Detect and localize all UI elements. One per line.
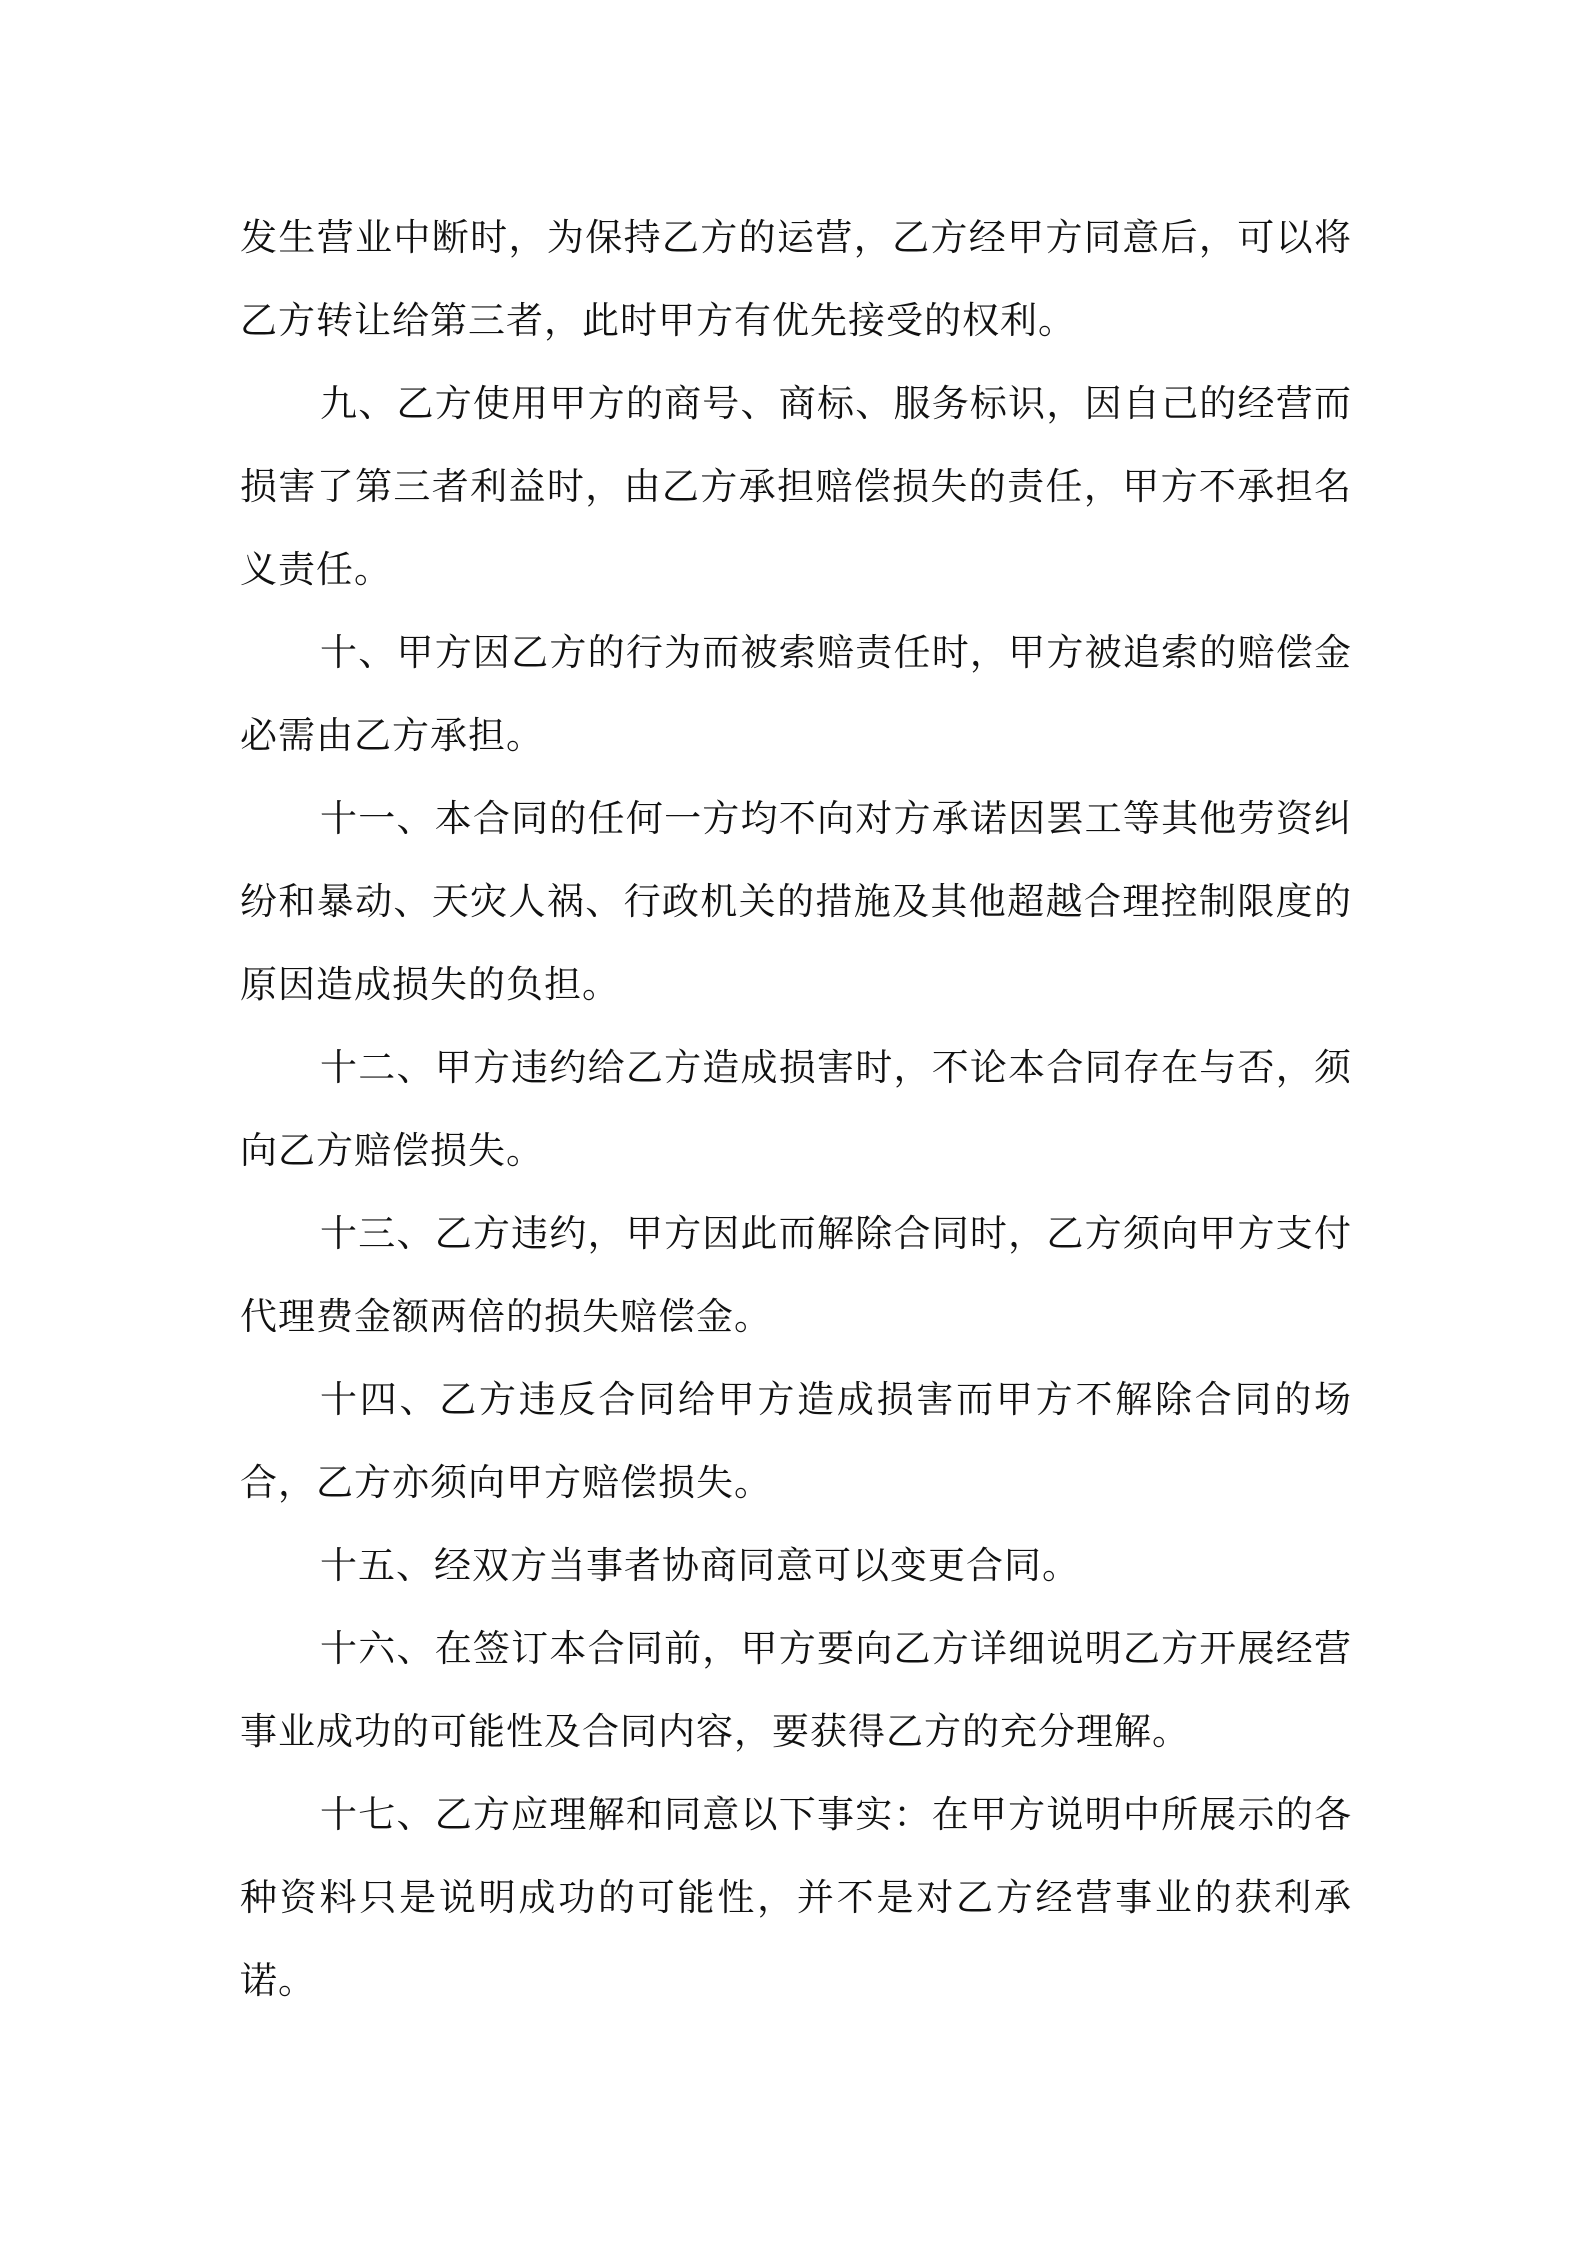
clause-14: 十四、乙方违反合同给甲方造成损害而甲方不解除合同的场合，乙方亦须向甲方赔偿损失。: [240, 1378, 1352, 1504]
clause-17: 十七、乙方应理解和同意以下事实：在甲方说明中所展示的各种资料只是说明成功的可能性，并不是对乙方经营事业的获利承诺。: [240, 1793, 1352, 2002]
paragraph-continuation: 发生营业中断时，为保持乙方的运营，乙方经甲方同意后，可以将乙方转让给第三者，此时甲方有优先接受的权利。: [240, 216, 1352, 342]
clause-13: 十三、乙方违约，甲方因此而解除合同时，乙方须向甲方支付代理费金额两倍的损失赔偿金。: [240, 1212, 1352, 1338]
clause-15: 十五、经双方当事者协商同意可以变更合同。: [320, 1544, 1080, 1587]
clause-11: 十一、本合同的任何一方均不向对方承诺因罢工等其他劳资纠纷和暴动、天灾人祸、行政机关的措施及其他超越合理控制限度的原因造成损失的负担。: [240, 797, 1352, 1006]
document-body: [240, 196, 1352, 2022]
clause-9: 九、乙方使用甲方的商号、商标、服务标识，因自己的经营而损害了第三者利益时，由乙方承担赔偿损失的责任，甲方不承担名义责任。: [240, 382, 1352, 591]
clause-10: 十、甲方因乙方的行为而被索赔责任时，甲方被追索的赔偿金必需由乙方承担。: [240, 631, 1352, 757]
clause-16: 十六、在签订本合同前，甲方要向乙方详细说明乙方开展经营事业成功的可能性及合同内容，要获得乙方的充分理解。: [240, 1627, 1352, 1753]
clause-12: 十二、甲方违约给乙方造成损害时，不论本合同存在与否，须向乙方赔偿损失。: [240, 1046, 1352, 1172]
